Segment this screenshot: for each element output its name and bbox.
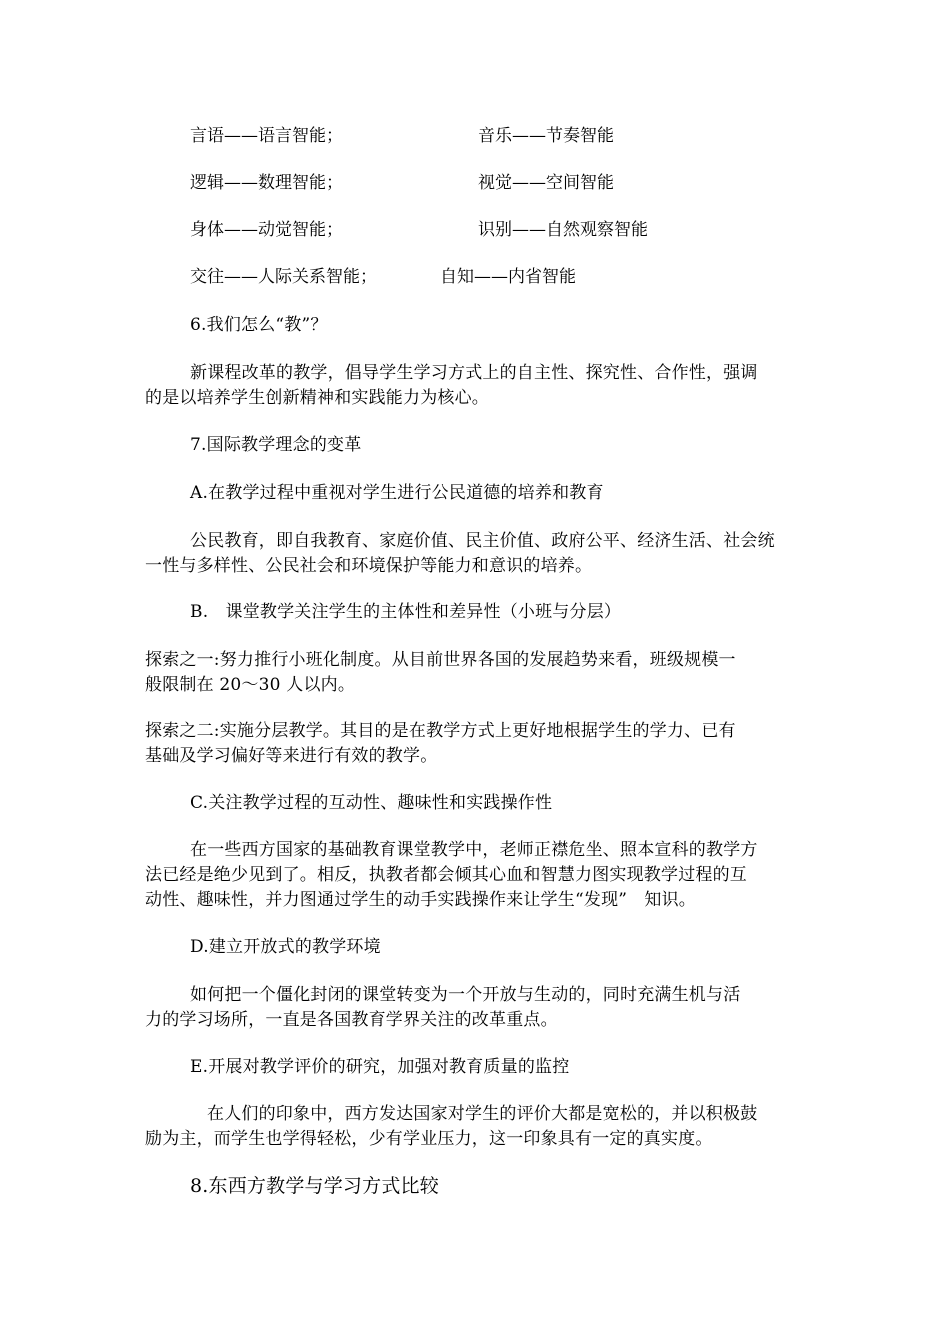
section-7b-heading: B. 课堂教学关注学生的主体性和差异性（小班与分层） xyxy=(190,602,622,622)
intelligence-visual: 视觉——空间智能 xyxy=(478,173,614,193)
section-7b-exploration-2-line-1: 探索之二:实施分层教学。其目的是在教学方式上更好地根据学生的学力、已有 xyxy=(145,721,736,741)
section-7c-paragraph-line-3: 动性、趣味性，并力图通过学生的动手实践操作来让学生“发现” 知识。 xyxy=(145,890,696,910)
section-7c-paragraph-line-1: 在一些西方国家的基础教育课堂教学中，老师正襟危坐、照本宣科的教学方 xyxy=(190,840,758,860)
section-7e-paragraph-line-1: 在人们的印象中，西方发达国家对学生的评价大都是宽松的，并以积极鼓 xyxy=(207,1104,758,1124)
intelligence-body: 身体——动觉智能； xyxy=(190,220,343,240)
section-7d-heading: D.建立开放式的教学环境 xyxy=(190,937,381,957)
section-7b-exploration-1-line-1: 探索之一:努力推行小班化制度。从目前世界各国的发展趋势来看，班级规模一 xyxy=(145,650,736,670)
section-7a-heading: A.在教学过程中重视对学生进行公民道德的培养和教育 xyxy=(190,483,604,503)
section-6-paragraph-line-2: 的是以培养学生创新精神和实践能力为核心。 xyxy=(145,388,489,408)
intelligence-music: 音乐——节奏智能 xyxy=(478,126,614,146)
section-7a-paragraph-line-1: 公民教育，即自我教育、家庭价值、民主价值、政府公平、经济生活、社会统 xyxy=(190,531,775,551)
intelligence-logic: 逻辑——数理智能； xyxy=(190,173,343,193)
section-7c-paragraph-line-2: 法已经是绝少见到了。相反，执教者都会倾其心血和智慧力图实现教学过程的互 xyxy=(145,865,747,885)
section-7b-exploration-1-line-2: 般限制在 20～30 人以内。 xyxy=(145,675,356,695)
section-7e-heading: E.开展对教学评价的研究，加强对教育质量的监控 xyxy=(190,1057,570,1077)
intelligence-interpersonal: 交往——人际关系智能； xyxy=(190,267,377,287)
section-7-heading: 7.国际教学理念的变革 xyxy=(190,435,362,455)
section-7d-paragraph-line-2: 力的学习场所，一直是各国教育学界关注的改革重点。 xyxy=(145,1010,558,1030)
section-7d-paragraph-line-1: 如何把一个僵化封闭的课堂转变为一个开放与生动的，同时充满生机与活 xyxy=(190,985,741,1005)
section-7c-heading: C.关注教学过程的互动性、趣味性和实践操作性 xyxy=(190,793,553,813)
section-8-heading: 8.东西方教学与学习方式比较 xyxy=(190,1175,439,1197)
section-7e-paragraph-line-2: 励为主，而学生也学得轻松，少有学业压力，这一印象具有一定的真实度。 xyxy=(145,1129,713,1149)
intelligence-naturalist: 识别——自然观察智能 xyxy=(478,220,648,240)
section-6-paragraph-line-1: 新课程改革的教学，倡导学生学习方式上的自主性、探究性、合作性，强调 xyxy=(190,363,758,383)
section-7b-exploration-2-line-2: 基础及学习偏好等来进行有效的教学。 xyxy=(145,746,438,766)
intelligence-intrapersonal: 自知——内省智能 xyxy=(440,267,576,287)
section-7a-paragraph-line-2: 一性与多样性、公民社会和环境保护等能力和意识的培养。 xyxy=(145,556,593,576)
section-6-heading: 6.我们怎么“教”？ xyxy=(190,315,328,335)
intelligence-verbal: 言语——语言智能； xyxy=(190,126,343,146)
